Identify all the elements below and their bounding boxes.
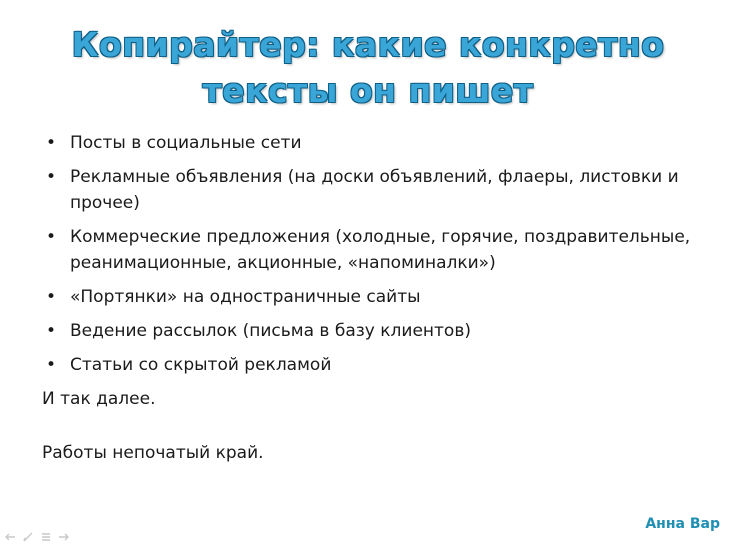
bullet-item [42,164,702,216]
bullet-text: «Портянки» на одностраничные сайты [70,287,421,307]
bullet-item [42,352,702,378]
pen-icon[interactable] [22,532,34,542]
bullet-text: Посты в социальные сети [70,133,302,153]
menu-icon[interactable] [40,532,52,542]
bullet-text: Ведение рассылок (письма в базу клиентов) [70,321,471,341]
bullet-text: Коммерческие предложения (холодные, горячие, поздравительные, реанимационные, акционные, «напоминалки») [70,227,691,273]
bullet-list [42,130,702,378]
bullet-dot: • [45,227,57,247]
bullet-item [42,224,702,276]
bullet-dot: • [45,287,57,307]
bullet-text: Рекламные объявления (на доски объявлений, флаеры, листовки и прочее) [70,167,679,213]
bullet-dot: • [45,167,57,187]
bullet-item [42,318,702,344]
prev-arrow-icon[interactable] [4,532,16,542]
slide-title-line-2: тексты он пишет [202,71,534,110]
next-arrow-icon[interactable] [58,532,70,542]
slide-title [0,22,736,114]
bullet-item [42,284,702,310]
author-signature: Анна Вар [645,516,720,532]
bullet-dot: • [45,321,57,341]
closing-text: Работы непочатый край. [42,443,264,463]
slideshow-toolbar [4,532,70,542]
bullet-dot: • [45,355,57,375]
bullet-text: Статьи со скрытой рекламой [70,355,332,375]
slide-body [42,130,702,466]
bullet-item [42,130,702,156]
and-so-on-text: И так далее. [42,389,156,409]
bullet-dot: • [45,133,57,153]
slide-title-line-1: Копирайтер: какие конкретно [71,25,665,64]
